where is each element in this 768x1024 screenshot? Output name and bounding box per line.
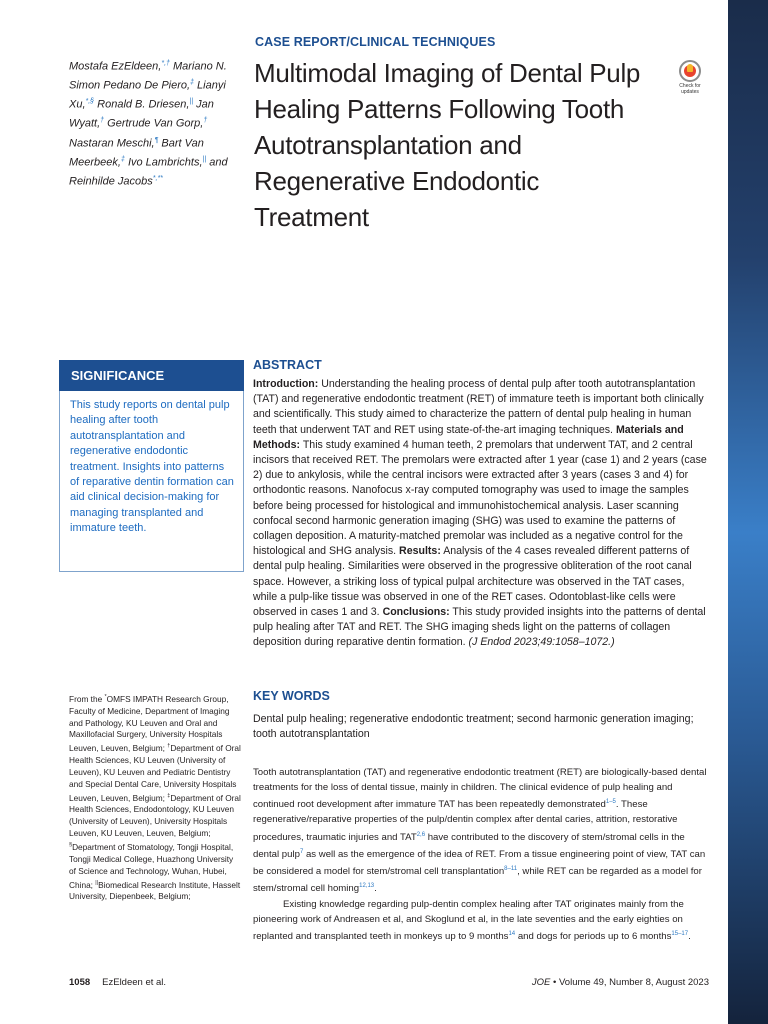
footer-left	[69, 977, 166, 988]
body-paragraph	[253, 765, 710, 897]
affiliation-item: Department of Oral Health Sciences, KU Leuven (University of Leuven), KU Leuven and Pediatric Dentistry and Special Dental Care, University Hospitals Leuven, Leuven, Belgium;	[69, 743, 241, 803]
body-text-run: .	[688, 931, 691, 943]
reference-citation[interactable]: 1–5	[605, 799, 616, 806]
author-list	[69, 56, 241, 190]
author-affiliation-mark: ‡	[190, 79, 194, 87]
author-affiliation-mark: *,†	[161, 60, 170, 67]
author-name: Gertrude Van Gorp,	[107, 118, 204, 131]
check-for-updates-badge[interactable]	[674, 60, 706, 96]
reference-citation[interactable]: 14	[508, 930, 516, 937]
reference-citation[interactable]: 12,13	[359, 883, 375, 890]
keywords-text: Dental pulp healing; regenerative endodontic treatment; second harmonic generation imaging; tooth autotransplantation	[253, 713, 694, 741]
results-text: Analysis of the 4 cases revealed different patterns of dental pulp healing. Similarities were observed in the progressive obliteration of the root canal space. However, a striking loss of typical pulpal architecture was observed in the TAT cases, while a pulp-like tissue was observed in one of the RET cases. Odontoblast-like cells were observed in cases 1 and 3.	[253, 545, 692, 619]
body-text-run: Tooth autotransplantation (TAT) and regenerative endodontic treatment (RET) are biologically-based dental treatments for the loss of dental tissue, mainly in children. The clinical evidence of pulp healing and continued root development after immature TAT has been repeatedly demonstrated	[253, 767, 707, 811]
citation: (J Endod 2023;49:1058–1072.)	[468, 636, 615, 649]
body-text-run: and dogs for periods up to 6 months	[515, 931, 672, 943]
badge-label: Check for updates	[679, 83, 701, 95]
methods-label: Materials and Methods:	[253, 423, 684, 451]
footer-bullet: •	[550, 977, 559, 988]
body-text-run: . These regenerative/reparative properties of the pulp/dentin complex after dental caries, attrition, restorative procedures, traumatic injuries and TAT	[253, 799, 678, 843]
author-name: Ronald B. Driesen,	[97, 98, 190, 111]
significance-heading: SIGNIFICANCE	[59, 360, 244, 391]
affiliation-item: Biomedical Research Institute, Hasselt University, Diepenbeek, Belgium;	[69, 879, 241, 902]
reference-citation[interactable]: 15–17	[671, 930, 689, 937]
abstract-text	[253, 377, 710, 651]
affiliation-mark: †	[167, 743, 171, 750]
intro-label: Introduction:	[253, 378, 319, 390]
keywords-heading: KEY WORDS	[253, 689, 330, 703]
affiliation-prefix: From the	[69, 693, 105, 704]
reference-citation[interactable]: 7	[299, 848, 304, 855]
body-paragraph	[253, 897, 710, 944]
results-label: Results:	[399, 545, 441, 558]
body-text-run: .	[374, 883, 377, 895]
affiliation-mark: *	[104, 694, 107, 700]
author-affiliation-mark: ¶	[154, 136, 159, 144]
author-affiliation-mark: †	[203, 117, 208, 125]
author-affiliation-mark: ||	[189, 98, 194, 106]
body-text	[253, 765, 710, 944]
author-name: Jan Wyatt,	[69, 98, 214, 131]
intro-text: Understanding the healing process of dental pulp after tooth autotransplantation (TAT) and regenerative endodontic treatment (RET) of immature teeth is important both clinically and scientifically. This study aimed to characterize the pattern of dental pulp healing in human teeth that underwent TAT and RET using state-of-the-art imaging techniques.	[253, 378, 704, 436]
affiliation-mark: ||	[95, 879, 99, 886]
body-text-run: have contributed to the discovery of stem/stromal cells in the dental pulp	[253, 831, 685, 861]
footer-right	[532, 977, 709, 988]
author-name: Ivo Lambrichts,	[127, 156, 203, 169]
author-affiliation-mark: ‡	[120, 155, 125, 163]
body-text-run: as well as the emergence of the idea of RET. From a tissue engineering point of view, TAT can be considered a model for stem/stromal cell transplantation	[253, 849, 706, 878]
significance-box	[59, 391, 244, 572]
author-affiliation-mark: *,**	[152, 174, 163, 182]
significance-text: This study reports on dental pulp healing after tooth autotransplantation and regenerative endodontic treatment. Insights into patterns of reparative dentin formation can aid clinical decision-making for managing transplanted and immature teeth.	[70, 399, 234, 535]
author-affiliation-mark: *,§	[85, 98, 95, 106]
article-title: Multimodal Imaging of Dental Pulp Healing Patterns Following Tooth Autotransplantation and Regenerative Endodontic Treatment	[254, 58, 641, 232]
author-name: Lianyi Xu,	[69, 79, 226, 111]
page-number: 1058	[69, 977, 91, 988]
author-name: Mariano N. Simon Pedano De Piero,	[69, 60, 227, 92]
author-name: and Reinhilde Jacobs	[69, 156, 228, 188]
decorative-side-band	[728, 0, 768, 1024]
author-affiliation-mark: ||	[202, 155, 207, 163]
author-name: Mostafa EzEldeen,	[69, 60, 162, 73]
section-label: CASE REPORT/CLINICAL TECHNIQUES	[255, 35, 496, 49]
reference-citation[interactable]: 2,6	[416, 831, 426, 838]
abstract-heading: ABSTRACT	[253, 358, 322, 372]
affiliation-item: OMFS IMPATH Research Group, Faculty of Medicine, Department of Imaging and Pathology, KU Leuven and Oral and Maxillofacial Surgery, University Hospitals Leuven, Leuven, Belgium;	[69, 693, 230, 754]
journal-name: JOE	[531, 977, 551, 988]
affiliation-item: Department of Stomatology, Tongji Hospital, Tongji Medical College, Huazhong University of Science and Technology, Wuhan, Hubei, China;	[69, 841, 234, 890]
author-affiliation-mark: †	[100, 117, 105, 125]
affiliation-item: Department of Oral Health Sciences, Endodontology, KU Leuven (University of Leuven), University Hospitals Leuven, KU Leuven, Leuven, Belgium;	[69, 792, 241, 839]
running-authors: EzEldeen et al.	[102, 977, 167, 988]
author-name: Nastaran Meschi,	[69, 137, 155, 150]
body-text-run: Existing knowledge regarding pulp-dentin complex healing after TAT originates mainly from the pioneering work of Andreasen et al, and Skoglund et al, in the late seventies and the early eighties on replanted and transplanted teeth in monkeys up to 9 months	[253, 898, 684, 943]
methods-text: This study examined 4 human teeth, 2 premolars that underwent TAT, and 2 central incisors that received RET. The premolars were extracted after 1 year (case 1) and 2 years (case 2) due to ankylosis, while the central incisors were extracted after 3 years (cases 3 and 4) for orthodontic reasons. Nanofocus x-ray computed tomography was used to image the samples before being processed for histological and immunohistochemical analysis. Laser scanning confocal second harmonic generation imaging (SHG) was used to examine the patterns of collagen deposition. A maturity-matched premolar was included as a negative control for the histological and SHG analysis.	[253, 438, 707, 558]
body-text-run: , while RET can be regarded as a model for stem/stromal cell homing	[253, 866, 702, 895]
conclusions-text: This study provided insights into the patterns of dental pulp healing after TAT and RET. The SHG imaging sheds light on the patterns of collagen deposition during reparative dentin formation.	[253, 606, 706, 649]
affiliation-mark: §	[69, 842, 73, 849]
issue-info: Volume 49, Number 8, August 2023	[559, 977, 709, 988]
reference-citation[interactable]: 8–11	[504, 866, 518, 873]
check-for-updates-icon	[679, 60, 701, 82]
affiliations	[69, 692, 241, 903]
affiliation-mark: ‡	[167, 792, 171, 799]
author-name: Bart Van Meerbeek,	[69, 137, 204, 169]
conclusions-label: Conclusions:	[382, 606, 450, 619]
